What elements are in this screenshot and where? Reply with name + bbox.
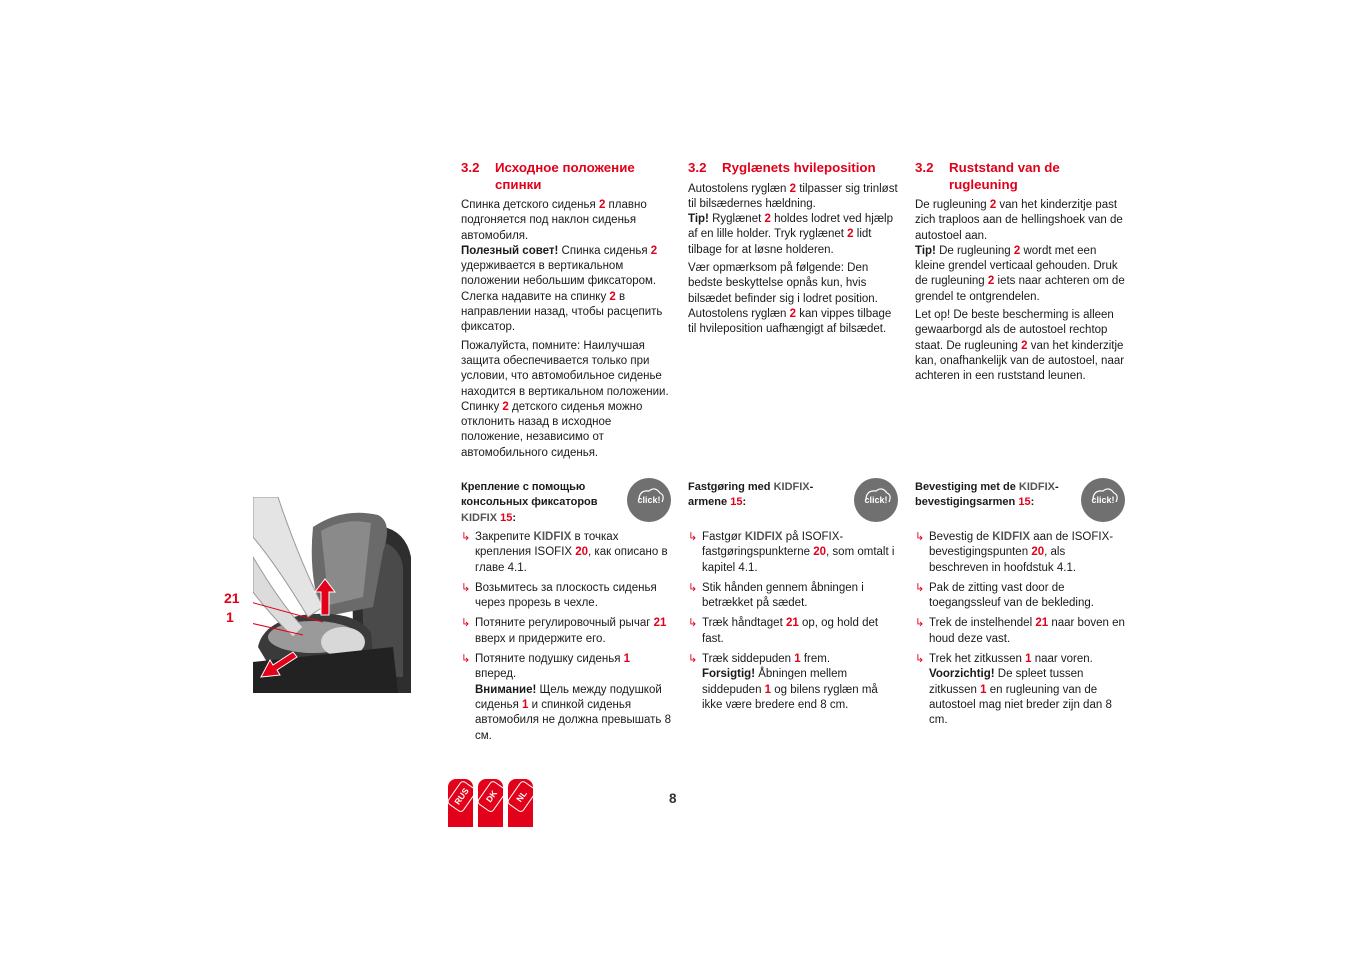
text-run: op, og hold det fast. [702, 617, 879, 645]
install-rus [461, 480, 671, 749]
list-item [688, 616, 898, 647]
text-run: и спинкой сиденья автомобиля не должна превышать 8 см. [475, 698, 671, 742]
step-arrow-icon: ↳ [688, 581, 698, 594]
language-tab-dk[interactable] [478, 779, 503, 827]
text-run: Возьмитесь за плоскость сиденья через прорезь в чехле. [475, 581, 657, 610]
list-item [688, 530, 898, 576]
section-number: 3.2 [915, 160, 934, 175]
reference-number: 21 [653, 617, 667, 630]
text-run: , als beschreven in hoofdstuk 4.1. [929, 546, 1077, 574]
product-name: KIDFIX [461, 511, 498, 524]
product-name: KIDFIX [992, 531, 1030, 543]
text-run: Trek het zitkussen [929, 653, 1026, 666]
click-badge-label: click! [637, 495, 661, 505]
reference-number: 15 [1018, 496, 1031, 509]
list-item [915, 652, 1125, 728]
install-nl [915, 480, 1125, 734]
reference-number: 21 [1035, 617, 1049, 630]
text-run: iets naar achteren om de grendel te ontgrendelen. [915, 275, 1125, 303]
click-badge-icon [854, 478, 898, 522]
step-arrow-icon: ↳ [461, 653, 471, 666]
text-run: Ryglænet [708, 213, 765, 226]
language-tab-label: NL [506, 780, 538, 814]
click-badge-label: click! [864, 495, 888, 505]
paragraph [688, 182, 898, 258]
text-run: De rugleuning [915, 199, 990, 211]
text-run: удерживается в вертикальном положении небольшим фиксатором. Слегка надавите на спинку [461, 260, 657, 303]
step-arrow-icon: ↳ [688, 617, 698, 630]
section-title: Ruststand van de rugleuning [949, 160, 1060, 192]
reference-number: 21 [785, 617, 799, 630]
seat-adjustment-illustration [253, 497, 412, 693]
install-dk [688, 480, 898, 718]
section-title: Ryglænets hvileposition [722, 160, 876, 175]
reference-number: 2 [609, 290, 616, 303]
paragraph [688, 261, 898, 337]
text-run: вперед. [475, 668, 517, 681]
step-arrow-icon: ↳ [461, 617, 471, 630]
reference-number: 20 [575, 546, 589, 559]
callout-cushion: 1 [226, 609, 234, 625]
text-run: Закрепите [475, 531, 534, 543]
section-dk [688, 160, 898, 340]
text-run: Потяните регулировочный рычаг [475, 617, 654, 630]
text-run: Fastgøring med [688, 481, 774, 493]
text-run: Stik hånden gennem åbningen i betrækket på sædet. [702, 581, 864, 610]
click-badge-label: click! [1091, 495, 1115, 505]
click-badge-icon [1081, 478, 1125, 522]
reference-number: 2 [650, 244, 658, 257]
reference-number: 20 [1031, 546, 1045, 559]
text-run: Vær opmærksom på følgende: Den bedste beskyttelse opnås kun, hvis bilsædet befinder sig i lodret position. Autostolens ryglæn [688, 261, 878, 320]
language-tab-label: RUS [446, 780, 478, 814]
step-arrow-icon: ↳ [461, 581, 471, 594]
reference-number: 2 [789, 307, 797, 320]
step-arrow-icon: ↳ [915, 653, 925, 666]
product-name: KIDFIX [773, 481, 810, 493]
reference-number: 2 [847, 228, 854, 241]
step-arrow-icon: ↳ [461, 531, 471, 543]
text-run: Træk håndtaget [702, 617, 786, 630]
text-run: , som omtalt i kapitel 4.1. [702, 546, 895, 574]
install-steps [688, 530, 898, 713]
text-run: Потяните подушку сиденья [475, 653, 624, 666]
text-run: lidt tilbage for at løsne holderen. [688, 228, 872, 256]
text-run: holdes lodret ved hjælp af en lille holder. Tryk ryglænet [688, 213, 893, 241]
text-run: вверх и придержите его. [475, 632, 606, 645]
reference-number: 1 [1025, 653, 1032, 666]
paragraph [915, 308, 1125, 384]
reference-number: 1 [764, 683, 772, 696]
reference-number: 2 [987, 275, 995, 288]
text-run: Bevestiging met de [915, 481, 1019, 493]
list-item [461, 652, 671, 744]
reference-number: 1 [794, 653, 801, 666]
text-run: en rugleuning van de autostoel mag niet breder zijn dan 8 cm. [929, 683, 1112, 727]
section-heading [915, 160, 1125, 193]
language-tab-rus[interactable] [448, 779, 473, 827]
callout-lever: 21 [224, 590, 240, 606]
list-item [461, 581, 671, 612]
step-arrow-icon: ↳ [688, 653, 698, 666]
text-run: : [1030, 496, 1035, 509]
section-title: Исходное положение спинки [495, 160, 635, 192]
reference-number: 1 [623, 653, 631, 666]
text-run: -armene [688, 481, 814, 509]
emphasis-text: Voorzichtig! [929, 668, 995, 681]
list-item [915, 616, 1125, 647]
text-run: Крепление с помощью консольных фиксаторов [461, 481, 598, 509]
text-run: Trek de instelhendel [929, 617, 1036, 630]
text-run: Åbningen mellem siddepuden [702, 668, 848, 696]
click-badge-icon [627, 478, 671, 522]
list-item [915, 581, 1125, 612]
text-run: -bevestigingsarmen [915, 481, 1059, 509]
text-run: og bilens ryglæn må ikke være bredere end 8 cm. [702, 683, 878, 711]
list-item [461, 616, 671, 647]
text-run: , как описано в главе 4.1. [475, 546, 668, 574]
reference-number: 2 [1021, 339, 1028, 352]
list-item [915, 530, 1125, 576]
text-run: naar voren. [1031, 653, 1093, 666]
step-arrow-icon: ↳ [915, 531, 925, 543]
section-number: 3.2 [688, 160, 707, 175]
text-run: Щель между подушкой сиденья [475, 683, 662, 711]
text-run: Спинка детского сиденья [461, 199, 599, 211]
product-name: KIDFIX [744, 531, 783, 543]
text-run: Let op! De beste bescherming is alleen gewaarborgd als de autostoel rechtop staat. De rugleuning [915, 309, 1114, 352]
text-run: van het kinderzitje kan, onafhankelijk van de autostoel, naar achteren in een ruststand leunen. [915, 339, 1125, 383]
emphasis-text: Tip! [688, 213, 709, 226]
emphasis-text: Внимание! [475, 683, 537, 696]
language-tab-nl[interactable] [508, 779, 533, 827]
reference-number: 1 [522, 698, 529, 711]
reference-number: 2 [989, 199, 997, 211]
reference-number: 2 [789, 182, 797, 195]
language-tab-label: DK [476, 780, 508, 814]
list-item [688, 581, 898, 612]
text-run: tilpasser sig trinløst til bilsædernes hældning. [688, 182, 898, 210]
reference-number: 1 [980, 683, 987, 696]
reference-number: 15 [500, 511, 513, 524]
page-number: 8 [669, 791, 677, 806]
text-run: frem. [800, 653, 831, 666]
install-steps [461, 530, 671, 744]
text-run: в точках крепления ISOFIX [475, 531, 619, 559]
text-run: Træk siddepuden [702, 653, 795, 666]
text-run: Autostolens ryglæn [688, 182, 790, 195]
section-body [688, 182, 898, 338]
text-run: De rugleuning [935, 244, 1014, 257]
emphasis-text: Tip! [915, 244, 936, 257]
section-body [915, 198, 1125, 385]
list-item [688, 652, 898, 713]
text-run: wordt met een kleine grendel verticaal gehouden. Druk de rugleuning [915, 244, 1118, 288]
text-run: : [512, 511, 517, 524]
text-run: Спинка сиденья [558, 244, 651, 257]
reference-number: 2 [502, 400, 509, 413]
reference-number: 2 [598, 199, 606, 211]
text-run: van het kinderzitje past zich traploos aan de hellingshoek van de autostoel aan. [915, 199, 1123, 242]
product-name: KIDFIX [1018, 481, 1055, 493]
install-steps [915, 530, 1125, 729]
section-heading [688, 160, 898, 177]
step-arrow-icon: ↳ [915, 617, 925, 630]
text-run: Bevestig de [929, 531, 993, 543]
reference-number: 2 [764, 213, 771, 226]
paragraph [915, 198, 1125, 305]
text-run: aan de ISOFIX-bevestigingspunten [929, 531, 1114, 559]
language-tabs [448, 779, 533, 827]
reference-number: 15 [730, 496, 743, 509]
paragraph [461, 198, 671, 336]
product-name: KIDFIX [533, 531, 572, 543]
list-item [461, 530, 671, 576]
text-run: kan vippes tilbage til hvileposition uafhængigt af bilsædet. [688, 307, 892, 336]
paragraph [461, 339, 671, 461]
step-arrow-icon: ↳ [688, 531, 698, 543]
text-run: : [742, 496, 747, 509]
section-nl [915, 160, 1125, 388]
section-body [461, 198, 671, 461]
text-run: плавно подгоняется под наклон сиденья автомобиля. [461, 199, 647, 242]
text-run: Пожалуйста, помните: Наилучшая защита обеспечивается только при условии, что автомобильное сиденье находится в вертикальном положении. Спинку [461, 339, 669, 413]
text-run: De spleet tussen zitkussen [929, 668, 1084, 696]
text-run: в направлении назад, чтобы расцепить фиксатор. [461, 290, 663, 334]
reference-number: 20 [813, 546, 827, 559]
section-number: 3.2 [461, 160, 480, 175]
section-rus [461, 160, 671, 464]
text-run: Fastgør [702, 531, 745, 543]
reference-number: 2 [1013, 244, 1021, 257]
section-heading [461, 160, 671, 193]
text-run: детского сиденья можно отклонить назад в исходное положение, независимо от автомобильного сиденья. [461, 400, 643, 459]
text-run: naar boven en houd deze vast. [929, 617, 1125, 645]
text-run: Pak de zitting vast door de toegangssleuf van de bekleding. [929, 581, 1094, 610]
step-arrow-icon: ↳ [915, 581, 925, 594]
text-run: på ISOFIX-fastgøringspunkterne [702, 531, 844, 559]
emphasis-text: Полезный совет! [461, 244, 559, 257]
emphasis-text: Forsigtig! [702, 668, 756, 681]
